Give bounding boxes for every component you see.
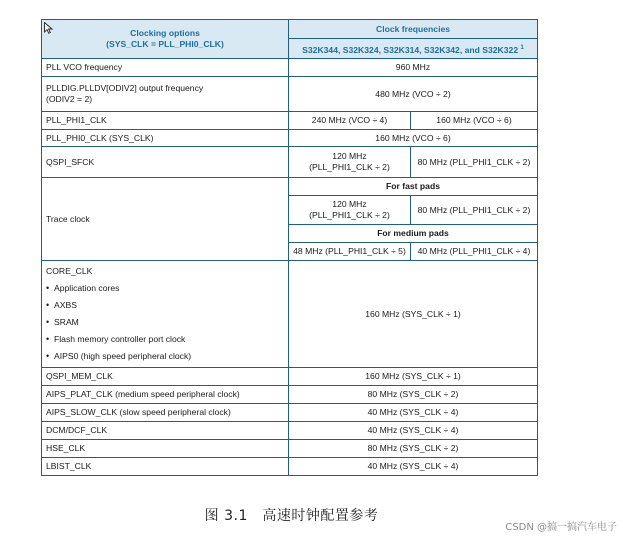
row-value-b: 40 MHz (PLL_PHI1_CLK ÷ 4) <box>411 243 538 261</box>
table-row <box>42 422 538 440</box>
row-value-a <box>289 196 411 225</box>
core-clk-bullet-list <box>46 280 284 365</box>
row-value-a: 240 MHz (VCO ÷ 4) <box>289 112 411 130</box>
header-right-title: Clock frequencies <box>289 20 537 39</box>
subheader-medium-pads: For medium pads <box>289 225 538 243</box>
footnote-marker: 1 <box>520 45 524 51</box>
row-label: AIPS_SLOW_CLK (slow speed peripheral clock) <box>42 404 289 422</box>
row-value-a: 48 MHz (PLL_PHI1_CLK ÷ 5) <box>289 243 411 261</box>
row-value-a-line1: 120 MHz <box>332 151 367 161</box>
watermark: CSDN @搞一搞汽车电子 <box>505 522 617 533</box>
row-label-line1: PLLDIG.PLLDV[ODIV2] output frequency <box>46 83 204 93</box>
row-label-line2: (ODIV2 = 2) <box>46 94 93 104</box>
table-row <box>42 59 538 77</box>
header-clock-frequencies <box>289 20 538 59</box>
row-value-a <box>289 147 411 178</box>
row-label <box>42 261 289 368</box>
table-row <box>42 386 538 404</box>
header-clocking-options <box>42 20 289 59</box>
list-item: • SRAM <box>46 314 284 331</box>
row-value-b: 80 MHz (PLL_PHI1_CLK ÷ 2) <box>411 196 538 225</box>
row-label: PLL VCO frequency <box>42 59 289 77</box>
list-item: • AXBS <box>46 297 284 314</box>
row-label: PLL_PHI0_CLK (SYS_CLK) <box>42 130 289 147</box>
row-value: 160 MHz (SYS_CLK ÷ 1) <box>289 261 538 368</box>
row-value: 80 MHz (SYS_CLK ÷ 2) <box>289 386 538 404</box>
row-value: 960 MHz <box>289 59 538 77</box>
table-row <box>42 458 538 476</box>
table-header-row <box>42 20 538 59</box>
header-device-list <box>289 39 537 58</box>
table-row <box>42 178 538 196</box>
table-row <box>42 404 538 422</box>
row-label: QSPI_SFCK <box>42 147 289 178</box>
subheader-fast-pads: For fast pads <box>289 178 538 196</box>
row-value-a-line2: (PLL_PHI1_CLK ÷ 2) <box>309 210 390 220</box>
row-label: DCM/DCF_CLK <box>42 422 289 440</box>
row-value: 40 MHz (SYS_CLK ÷ 4) <box>289 422 538 440</box>
row-label-title: CORE_CLK <box>46 266 93 276</box>
row-value-b: 80 MHz (PLL_PHI1_CLK ÷ 2) <box>411 147 538 178</box>
row-value: 160 MHz (VCO ÷ 6) <box>289 130 538 147</box>
list-item: • AIPS0 (high speed peripheral clock) <box>46 348 284 365</box>
list-item: • Application cores <box>46 280 284 297</box>
row-value-a-line2: (PLL_PHI1_CLK ÷ 2) <box>309 162 390 172</box>
row-label: HSE_CLK <box>42 440 289 458</box>
row-label: LBIST_CLK <box>42 458 289 476</box>
row-value: 40 MHz (SYS_CLK ÷ 4) <box>289 404 538 422</box>
clock-frequency-table <box>41 19 538 476</box>
row-label: Trace clock <box>42 178 289 261</box>
table-row <box>42 130 538 147</box>
table-row <box>42 147 538 178</box>
row-value: 40 MHz (SYS_CLK ÷ 4) <box>289 458 538 476</box>
row-value: 160 MHz (SYS_CLK ÷ 1) <box>289 368 538 386</box>
row-value: 80 MHz (SYS_CLK ÷ 2) <box>289 440 538 458</box>
row-label: QSPI_MEM_CLK <box>42 368 289 386</box>
row-value: 480 MHz (VCO ÷ 2) <box>289 77 538 112</box>
header-devices: S32K344, S32K324, S32K314, S32K342, and S32K322 <box>302 44 519 55</box>
list-item: • Flash memory controller port clock <box>46 331 284 348</box>
mouse-cursor-icon <box>44 22 53 34</box>
row-value-a-line1: 120 MHz <box>332 199 367 209</box>
table-row <box>42 368 538 386</box>
table-row <box>42 77 538 112</box>
table-row <box>42 440 538 458</box>
table-row <box>42 261 538 368</box>
header-left-subtitle: (SYS_CLK = PLL_PHI0_CLK) <box>106 39 224 49</box>
header-left-title: Clocking options <box>130 28 200 38</box>
row-label: AIPS_PLAT_CLK (medium speed peripheral clock) <box>42 386 289 404</box>
row-label <box>42 77 289 112</box>
row-label: PLL_PHI1_CLK <box>42 112 289 130</box>
figure-caption: 图 3.1 高速时钟配置参考 <box>204 508 379 524</box>
table-row <box>42 112 538 130</box>
row-value-b: 160 MHz (VCO ÷ 6) <box>411 112 538 130</box>
